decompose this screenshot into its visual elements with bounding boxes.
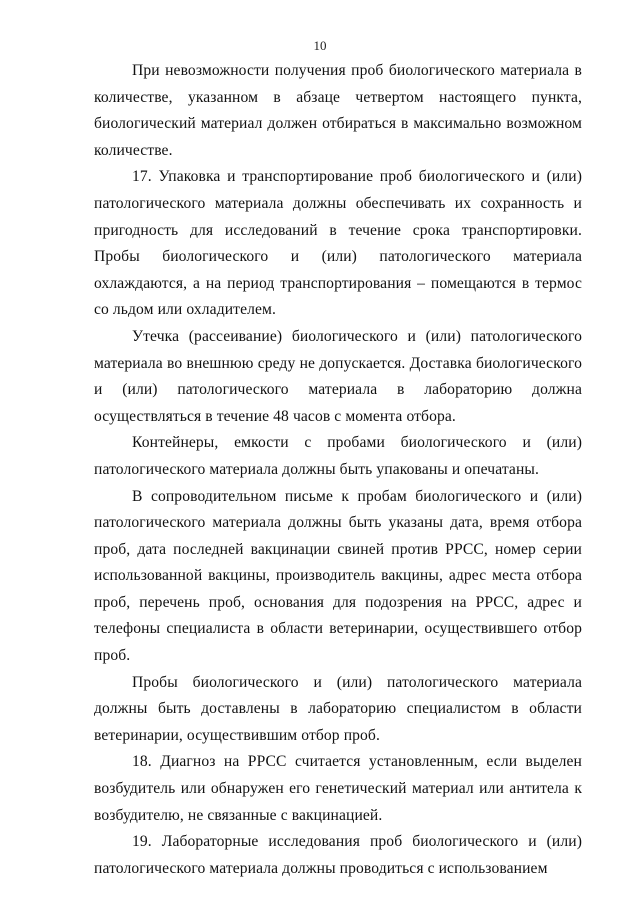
paragraph: Контейнеры, емкости с пробами биологического и (или) патологического материала должны быть упакованы и опечатаны. — [94, 434, 582, 478]
paragraph: 17. Упаковка и транспортирование проб биологического и (или) патологического материала должны обеспечивать их сохранность и пригодность для исследований в течение срока транспортировки. Пробы биологического и (или) патологического материала охлаждаются, а на период транспортирования – помещаются в термос со льдом или охладителем. — [94, 168, 582, 319]
paragraph: Утечка (рассеивание) биологического и (или) патологического материала во внешнюю среду не допускается. Доставка биологического и (или) патологического материала в лабораторию должна осуществляться в течение 48 часов с момента отбора. — [94, 327, 582, 425]
document-body — [94, 58, 582, 882]
paragraph: 19. Лабораторные исследования проб биологического и (или) патологического материала должны проводиться с использованием — [94, 833, 582, 877]
paragraph: Пробы биологического и (или) патологического материала должны быть доставлены в лабораторию специалистом в области ветеринарии, осуществившим отбор проб. — [94, 673, 582, 744]
paragraph: В сопроводительном письме к пробам биологического и (или) патологического материала должны быть указаны дата, время отбора проб, дата последней вакцинации свиней против РРСС, номер серии использованной вакцины, производитель вакцины, адрес места отбора проб, перечень проб, основания для подозрения на РРСС, адрес и телефоны специалиста в области ветеринарии, осуществившего отбор проб. — [94, 487, 582, 665]
page-number: 10 — [313, 38, 327, 53]
paragraph: При невозможности получения проб биологического материала в количестве, указанном в абзаце четвертом настоящего пункта, биологический материал должен отбираться в максимально возможном количестве. — [94, 62, 582, 159]
paragraph: 18. Диагноз на РРСС считается установленным, если выделен возбудитель или обнаружен его генетический материал или антитела к возбудителю, не связанные с вакцинацией. — [94, 753, 582, 824]
